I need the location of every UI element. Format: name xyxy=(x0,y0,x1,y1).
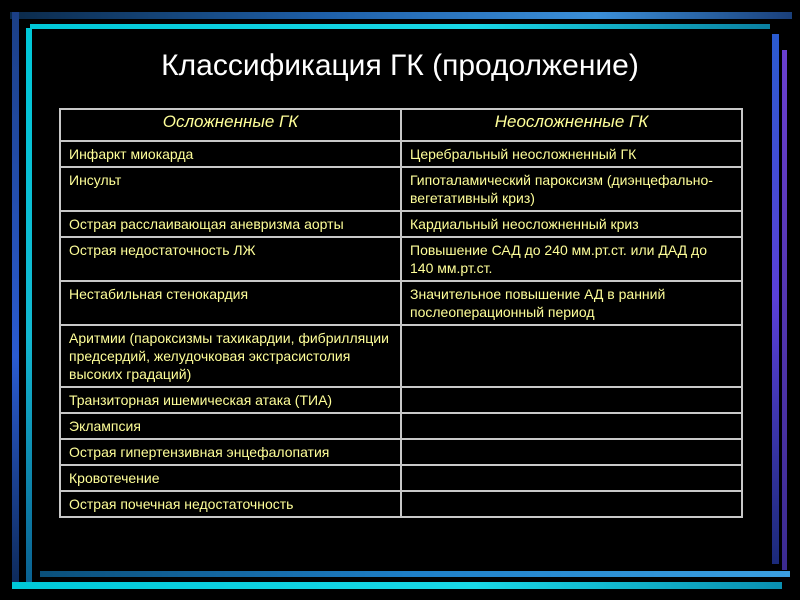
complicated-cell: Эклампсия xyxy=(60,413,401,439)
column-header-complicated: Осложненные ГК xyxy=(60,109,401,141)
complicated-cell: Острая почечная недостаточность xyxy=(60,491,401,517)
table-row xyxy=(60,237,742,281)
uncomplicated-cell xyxy=(401,413,742,439)
column-header-uncomplicated: Неосложненные ГК xyxy=(401,109,742,141)
table-header-row xyxy=(60,109,742,141)
complicated-cell: Кровотечение xyxy=(60,465,401,491)
uncomplicated-cell: Гипоталамический пароксизм (диэнцефально-вегетативный криз) xyxy=(401,167,742,211)
uncomplicated-cell: Кардиальный неосложненный криз xyxy=(401,211,742,237)
complicated-cell: Острая гипертензивная энцефалопатия xyxy=(60,439,401,465)
table-row xyxy=(60,439,742,465)
table-row xyxy=(60,387,742,413)
decorative-bottom-bar xyxy=(40,571,790,577)
decorative-right-accent-bar xyxy=(782,50,787,570)
uncomplicated-cell: Церебральный неосложненный ГК xyxy=(401,141,742,167)
uncomplicated-cell: Значительное повышение АД в ранний послеоперационный период xyxy=(401,281,742,325)
uncomplicated-cell xyxy=(401,387,742,413)
uncomplicated-cell xyxy=(401,325,742,387)
complicated-cell: Острая недостаточность ЛЖ xyxy=(60,237,401,281)
table-row xyxy=(60,491,742,517)
complicated-cell: Инфаркт миокарда xyxy=(60,141,401,167)
complicated-cell: Аритмии (пароксизмы тахикардии, фибрилляции предсердий, желудочковая экстрасистолия высоких градаций) xyxy=(60,325,401,387)
uncomplicated-cell xyxy=(401,491,742,517)
decorative-right-bar xyxy=(772,34,779,564)
decorative-bottom-accent-bar xyxy=(12,582,782,589)
slide-title: Классификация ГК (продолжение) xyxy=(161,49,639,82)
table-row xyxy=(60,465,742,491)
classification-table xyxy=(59,108,743,518)
table-row xyxy=(60,167,742,211)
decorative-top-bar xyxy=(10,12,792,19)
uncomplicated-cell: Повышение САД до 240 мм.рт.ст. или ДАД до 140 мм.рт.ст. xyxy=(401,237,742,281)
complicated-cell: Нестабильная стенокардия xyxy=(60,281,401,325)
decorative-left-accent-bar xyxy=(26,28,32,588)
uncomplicated-cell xyxy=(401,439,742,465)
table-row xyxy=(60,141,742,167)
table-row xyxy=(60,281,742,325)
complicated-cell: Транзиторная ишемическая атака (ТИА) xyxy=(60,387,401,413)
table-row xyxy=(60,325,742,387)
table-row xyxy=(60,211,742,237)
complicated-cell: Острая расслаивающая аневризма аорты xyxy=(60,211,401,237)
decorative-left-bar xyxy=(12,12,19,587)
decorative-top-accent-bar xyxy=(30,24,770,29)
table-row xyxy=(60,413,742,439)
uncomplicated-cell xyxy=(401,465,742,491)
complicated-cell: Инсульт xyxy=(60,167,401,211)
